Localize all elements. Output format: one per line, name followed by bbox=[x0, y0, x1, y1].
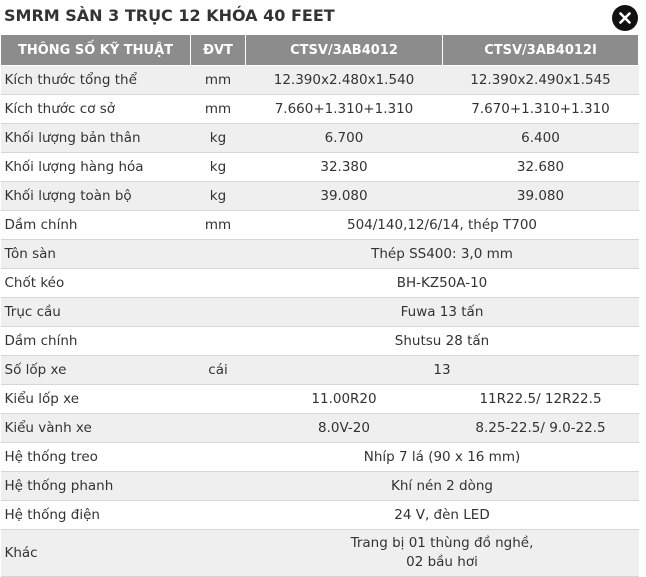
row-value-line: Trang bị 01 thùng đồ nghề, bbox=[350, 535, 534, 551]
row-label: Hệ thống điện bbox=[1, 501, 191, 530]
row-label: Dầm chính bbox=[1, 327, 191, 356]
row-label: Kích thước cơ sở bbox=[1, 95, 191, 124]
table-row bbox=[1, 211, 639, 240]
table-row bbox=[1, 124, 639, 153]
row-label: Kiểu lốp xe bbox=[1, 385, 191, 414]
row-unit bbox=[191, 414, 246, 443]
row-unit: cái bbox=[191, 356, 246, 385]
table-row bbox=[1, 472, 639, 501]
row-label: Khác bbox=[1, 530, 191, 577]
row-unit: kg bbox=[191, 124, 246, 153]
spec-table bbox=[0, 34, 639, 577]
table-row bbox=[1, 501, 639, 530]
row-unit: kg bbox=[191, 153, 246, 182]
close-icon bbox=[619, 12, 631, 24]
table-row bbox=[1, 66, 639, 95]
row-value-shared: 504/140,12/6/14, thép T700 bbox=[246, 211, 639, 240]
close-button[interactable] bbox=[612, 5, 638, 31]
row-value-model-b: 32.680 bbox=[443, 153, 639, 182]
table-row bbox=[1, 153, 639, 182]
row-label: Tôn sàn bbox=[1, 240, 191, 269]
row-value-shared: 24 V, đèn LED bbox=[246, 501, 639, 530]
row-value-model-b: 12.390x2.490x1.545 bbox=[443, 66, 639, 95]
header-bar bbox=[0, 0, 646, 36]
row-value-model-a: 7.660+1.310+1.310 bbox=[246, 95, 443, 124]
row-value-line: 02 bầu hơi bbox=[406, 554, 478, 570]
column-header-spec: THÔNG SỐ KỸ THUẬT bbox=[1, 35, 191, 66]
row-label: Dầm chính bbox=[1, 211, 191, 240]
row-unit bbox=[191, 472, 246, 501]
row-label: Hệ thống treo bbox=[1, 443, 191, 472]
row-unit bbox=[191, 240, 246, 269]
table-row bbox=[1, 269, 639, 298]
row-value-model-a: 8.0V-20 bbox=[246, 414, 443, 443]
page-title: SMRM SÀN 3 TRỤC 12 KHÓA 40 FEET bbox=[4, 6, 335, 25]
table-row bbox=[1, 356, 639, 385]
column-header-unit: ĐVT bbox=[191, 35, 246, 66]
column-header-model-a: CTSV/3AB4012 bbox=[246, 35, 443, 66]
row-unit: mm bbox=[191, 211, 246, 240]
row-unit: mm bbox=[191, 66, 246, 95]
row-value-shared: BH-KZ50A-10 bbox=[246, 269, 639, 298]
row-unit bbox=[191, 298, 246, 327]
column-header-model-b: CTSV/3AB4012I bbox=[443, 35, 639, 66]
row-value-model-a: 6.700 bbox=[246, 124, 443, 153]
row-label: Chốt kéo bbox=[1, 269, 191, 298]
row-label: Hệ thống phanh bbox=[1, 472, 191, 501]
table-row bbox=[1, 240, 639, 269]
table-row bbox=[1, 95, 639, 124]
table-row bbox=[1, 385, 639, 414]
row-unit bbox=[191, 443, 246, 472]
table-header-row bbox=[1, 35, 639, 66]
row-label: Kích thước tổng thể bbox=[1, 66, 191, 95]
row-unit bbox=[191, 501, 246, 530]
row-value-shared: Nhíp 7 lá (90 x 16 mm) bbox=[246, 443, 639, 472]
row-value-model-a: 12.390x2.480x1.540 bbox=[246, 66, 443, 95]
row-label: Số lốp xe bbox=[1, 356, 191, 385]
row-unit bbox=[191, 269, 246, 298]
row-value-shared: 13 bbox=[246, 356, 639, 385]
row-label: Khối lượng hàng hóa bbox=[1, 153, 191, 182]
row-unit bbox=[191, 385, 246, 414]
row-unit: mm bbox=[191, 95, 246, 124]
row-value-model-b: 39.080 bbox=[443, 182, 639, 211]
row-label: Khối lượng bản thân bbox=[1, 124, 191, 153]
row-value-shared: Fuwa 13 tấn bbox=[246, 298, 639, 327]
row-value-model-b: 11R22.5/ 12R22.5 bbox=[443, 385, 639, 414]
table-row bbox=[1, 182, 639, 211]
row-value-model-b: 7.670+1.310+1.310 bbox=[443, 95, 639, 124]
row-value-shared: Khí nén 2 dòng bbox=[246, 472, 639, 501]
row-unit: kg bbox=[191, 182, 246, 211]
row-value-shared: Thép SS400: 3,0 mm bbox=[246, 240, 639, 269]
row-value-shared: Shutsu 28 tấn bbox=[246, 327, 639, 356]
row-value-model-b: 6.400 bbox=[443, 124, 639, 153]
row-value-shared bbox=[246, 530, 639, 577]
row-label: Trục cầu bbox=[1, 298, 191, 327]
table-row bbox=[1, 530, 639, 577]
row-value-model-a: 11.00R20 bbox=[246, 385, 443, 414]
table-row bbox=[1, 298, 639, 327]
row-value-model-a: 32.380 bbox=[246, 153, 443, 182]
row-label: Kiểu vành xe bbox=[1, 414, 191, 443]
table-row bbox=[1, 327, 639, 356]
table-row bbox=[1, 414, 639, 443]
row-value-model-a: 39.080 bbox=[246, 182, 443, 211]
table-row bbox=[1, 443, 639, 472]
row-unit bbox=[191, 530, 246, 577]
row-label: Khối lượng toàn bộ bbox=[1, 182, 191, 211]
row-unit bbox=[191, 327, 246, 356]
row-value-model-b: 8.25-22.5/ 9.0-22.5 bbox=[443, 414, 639, 443]
